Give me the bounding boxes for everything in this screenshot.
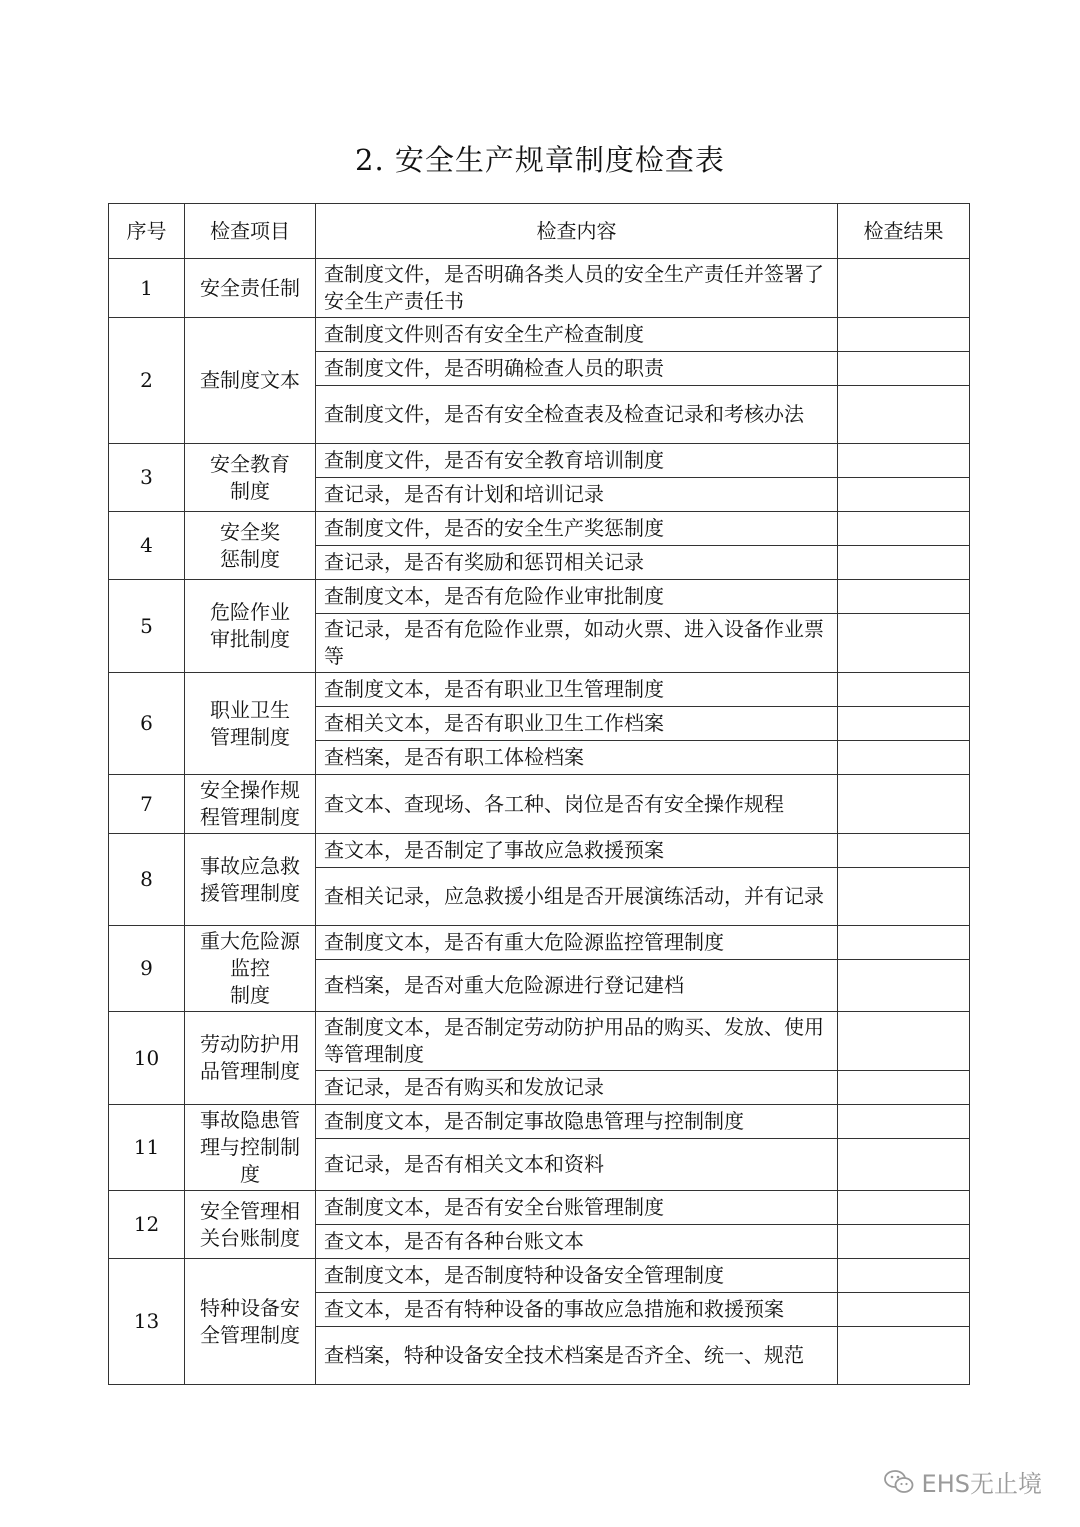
row-result-cell[interactable] xyxy=(838,1105,970,1139)
watermark xyxy=(884,1464,1042,1499)
row-content: 查文本，是否有特种设备的事故应急措施和救援预案 xyxy=(316,1293,838,1327)
row-result-cell[interactable] xyxy=(838,478,970,512)
row-result-cell[interactable] xyxy=(838,926,970,960)
row-content: 查制度文本，是否制定事故隐患管理与控制制度 xyxy=(316,1105,838,1139)
row-item: 劳动防护用 品管理制度 xyxy=(185,1012,316,1105)
row-result-cell[interactable] xyxy=(838,1191,970,1225)
table-row xyxy=(109,1105,970,1139)
table-row xyxy=(109,318,970,352)
row-seq: 9 xyxy=(109,926,185,1012)
row-seq: 3 xyxy=(109,444,185,512)
page-title: 2. 安全生产规章制度检查表 xyxy=(355,143,725,177)
row-content: 查文本，是否制定了事故应急救援预案 xyxy=(316,834,838,868)
header-item: 检查项目 xyxy=(185,204,316,259)
row-result-cell[interactable] xyxy=(838,580,970,614)
row-result-cell[interactable] xyxy=(838,673,970,707)
row-content: 查制度文本，是否有职业卫生管理制度 xyxy=(316,673,838,707)
header-result: 检查结果 xyxy=(838,204,970,259)
table-row xyxy=(109,580,970,614)
row-content: 查制度文件，是否明确检查人员的职责 xyxy=(316,352,838,386)
table-row xyxy=(109,926,970,960)
row-result-cell[interactable] xyxy=(838,775,970,834)
row-item: 特种设备安 全管理制度 xyxy=(185,1259,316,1385)
row-item: 事故应急救 援管理制度 xyxy=(185,834,316,926)
row-seq: 7 xyxy=(109,775,185,834)
table-row xyxy=(109,775,970,834)
table-row xyxy=(109,1259,970,1293)
row-content: 查记录，是否有奖励和惩罚相关记录 xyxy=(316,546,838,580)
header-content: 检查内容 xyxy=(316,204,838,259)
row-item: 安全教育 制度 xyxy=(185,444,316,512)
row-result-cell[interactable] xyxy=(838,318,970,352)
watermark-text: EHS无止境 xyxy=(921,1470,1042,1498)
row-result-cell[interactable] xyxy=(838,1259,970,1293)
row-result-cell[interactable] xyxy=(838,386,970,444)
row-content: 查相关文本，是否有职业卫生工作档案 xyxy=(316,707,838,741)
row-result-cell[interactable] xyxy=(838,1071,970,1105)
row-item: 安全管理相 关台账制度 xyxy=(185,1191,316,1259)
table-row xyxy=(109,512,970,546)
header-seq: 序号 xyxy=(109,204,185,259)
row-result-cell[interactable] xyxy=(838,1225,970,1259)
table-row xyxy=(109,1012,970,1071)
wechat-icon xyxy=(884,1469,914,1495)
row-seq: 6 xyxy=(109,673,185,775)
row-result-cell[interactable] xyxy=(838,614,970,673)
row-item: 安全奖 惩制度 xyxy=(185,512,316,580)
row-content: 查文本，是否有各种台账文本 xyxy=(316,1225,838,1259)
row-result-cell[interactable] xyxy=(838,960,970,1012)
row-result-cell[interactable] xyxy=(838,834,970,868)
row-result-cell[interactable] xyxy=(838,1012,970,1071)
row-result-cell[interactable] xyxy=(838,259,970,318)
row-content: 查制度文件，是否的安全生产奖惩制度 xyxy=(316,512,838,546)
row-content: 查记录，是否有计划和培训记录 xyxy=(316,478,838,512)
table-body xyxy=(109,259,970,1385)
row-content: 查制度文本，是否有危险作业审批制度 xyxy=(316,580,838,614)
table-row xyxy=(109,673,970,707)
row-result-cell[interactable] xyxy=(838,512,970,546)
row-seq: 2 xyxy=(109,318,185,444)
row-content: 查制度文本，是否有重大危险源监控管理制度 xyxy=(316,926,838,960)
row-item: 危险作业 审批制度 xyxy=(185,580,316,673)
table-row xyxy=(109,834,970,868)
row-content: 查相关记录，应急救援小组是否开展演练活动，并有记录 xyxy=(316,868,838,926)
row-result-cell[interactable] xyxy=(838,1293,970,1327)
row-result-cell[interactable] xyxy=(838,868,970,926)
row-content: 查制度文件，是否明确各类人员的安全生产责任并签署了安全生产责任书 xyxy=(316,259,838,318)
row-result-cell[interactable] xyxy=(838,444,970,478)
row-seq: 1 xyxy=(109,259,185,318)
row-seq: 11 xyxy=(109,1105,185,1191)
table-row xyxy=(109,444,970,478)
row-content: 查档案，是否对重大危险源进行登记建档 xyxy=(316,960,838,1012)
row-result-cell[interactable] xyxy=(838,1139,970,1191)
row-content: 查记录，是否有购买和发放记录 xyxy=(316,1071,838,1105)
row-seq: 5 xyxy=(109,580,185,673)
row-result-cell[interactable] xyxy=(838,741,970,775)
row-content: 查文本、查现场、各工种、岗位是否有安全操作规程 xyxy=(316,775,838,834)
row-content: 查档案，特种设备安全技术档案是否齐全、统一、规范 xyxy=(316,1327,838,1385)
row-content: 查记录，是否有危险作业票，如动火票、进入设备作业票等 xyxy=(316,614,838,673)
row-content: 查记录，是否有相关文本和资料 xyxy=(316,1139,838,1191)
row-seq: 10 xyxy=(109,1012,185,1105)
table-header-row xyxy=(109,204,970,259)
row-content: 查制度文本，是否制度特种设备安全管理制度 xyxy=(316,1259,838,1293)
row-item: 职业卫生 管理制度 xyxy=(185,673,316,775)
row-item: 查制度文本 xyxy=(185,318,316,444)
row-item: 重大危险源 监控 制度 xyxy=(185,926,316,1012)
row-seq: 8 xyxy=(109,834,185,926)
checklist-table xyxy=(108,203,970,1385)
row-item: 安全责任制 xyxy=(185,259,316,318)
row-content: 查档案，是否有职工体检档案 xyxy=(316,741,838,775)
row-result-cell[interactable] xyxy=(838,1327,970,1385)
row-content: 查制度文件则否有安全生产检查制度 xyxy=(316,318,838,352)
table-row xyxy=(109,1191,970,1225)
row-seq: 12 xyxy=(109,1191,185,1259)
row-result-cell[interactable] xyxy=(838,546,970,580)
row-content: 查制度文件，是否有安全教育培训制度 xyxy=(316,444,838,478)
row-content: 查制度文本，是否有安全台账管理制度 xyxy=(316,1191,838,1225)
row-seq: 4 xyxy=(109,512,185,580)
row-content: 查制度文本，是否制定劳动防护用品的购买、发放、使用等管理制度 xyxy=(316,1012,838,1071)
row-item: 安全操作规 程管理制度 xyxy=(185,775,316,834)
table-row xyxy=(109,259,970,318)
row-content: 查制度文件，是否有安全检查表及检查记录和考核办法 xyxy=(316,386,838,444)
row-result-cell[interactable] xyxy=(838,707,970,741)
row-item: 事故隐患管 理与控制制 度 xyxy=(185,1105,316,1191)
row-seq: 13 xyxy=(109,1259,185,1385)
row-result-cell[interactable] xyxy=(838,352,970,386)
